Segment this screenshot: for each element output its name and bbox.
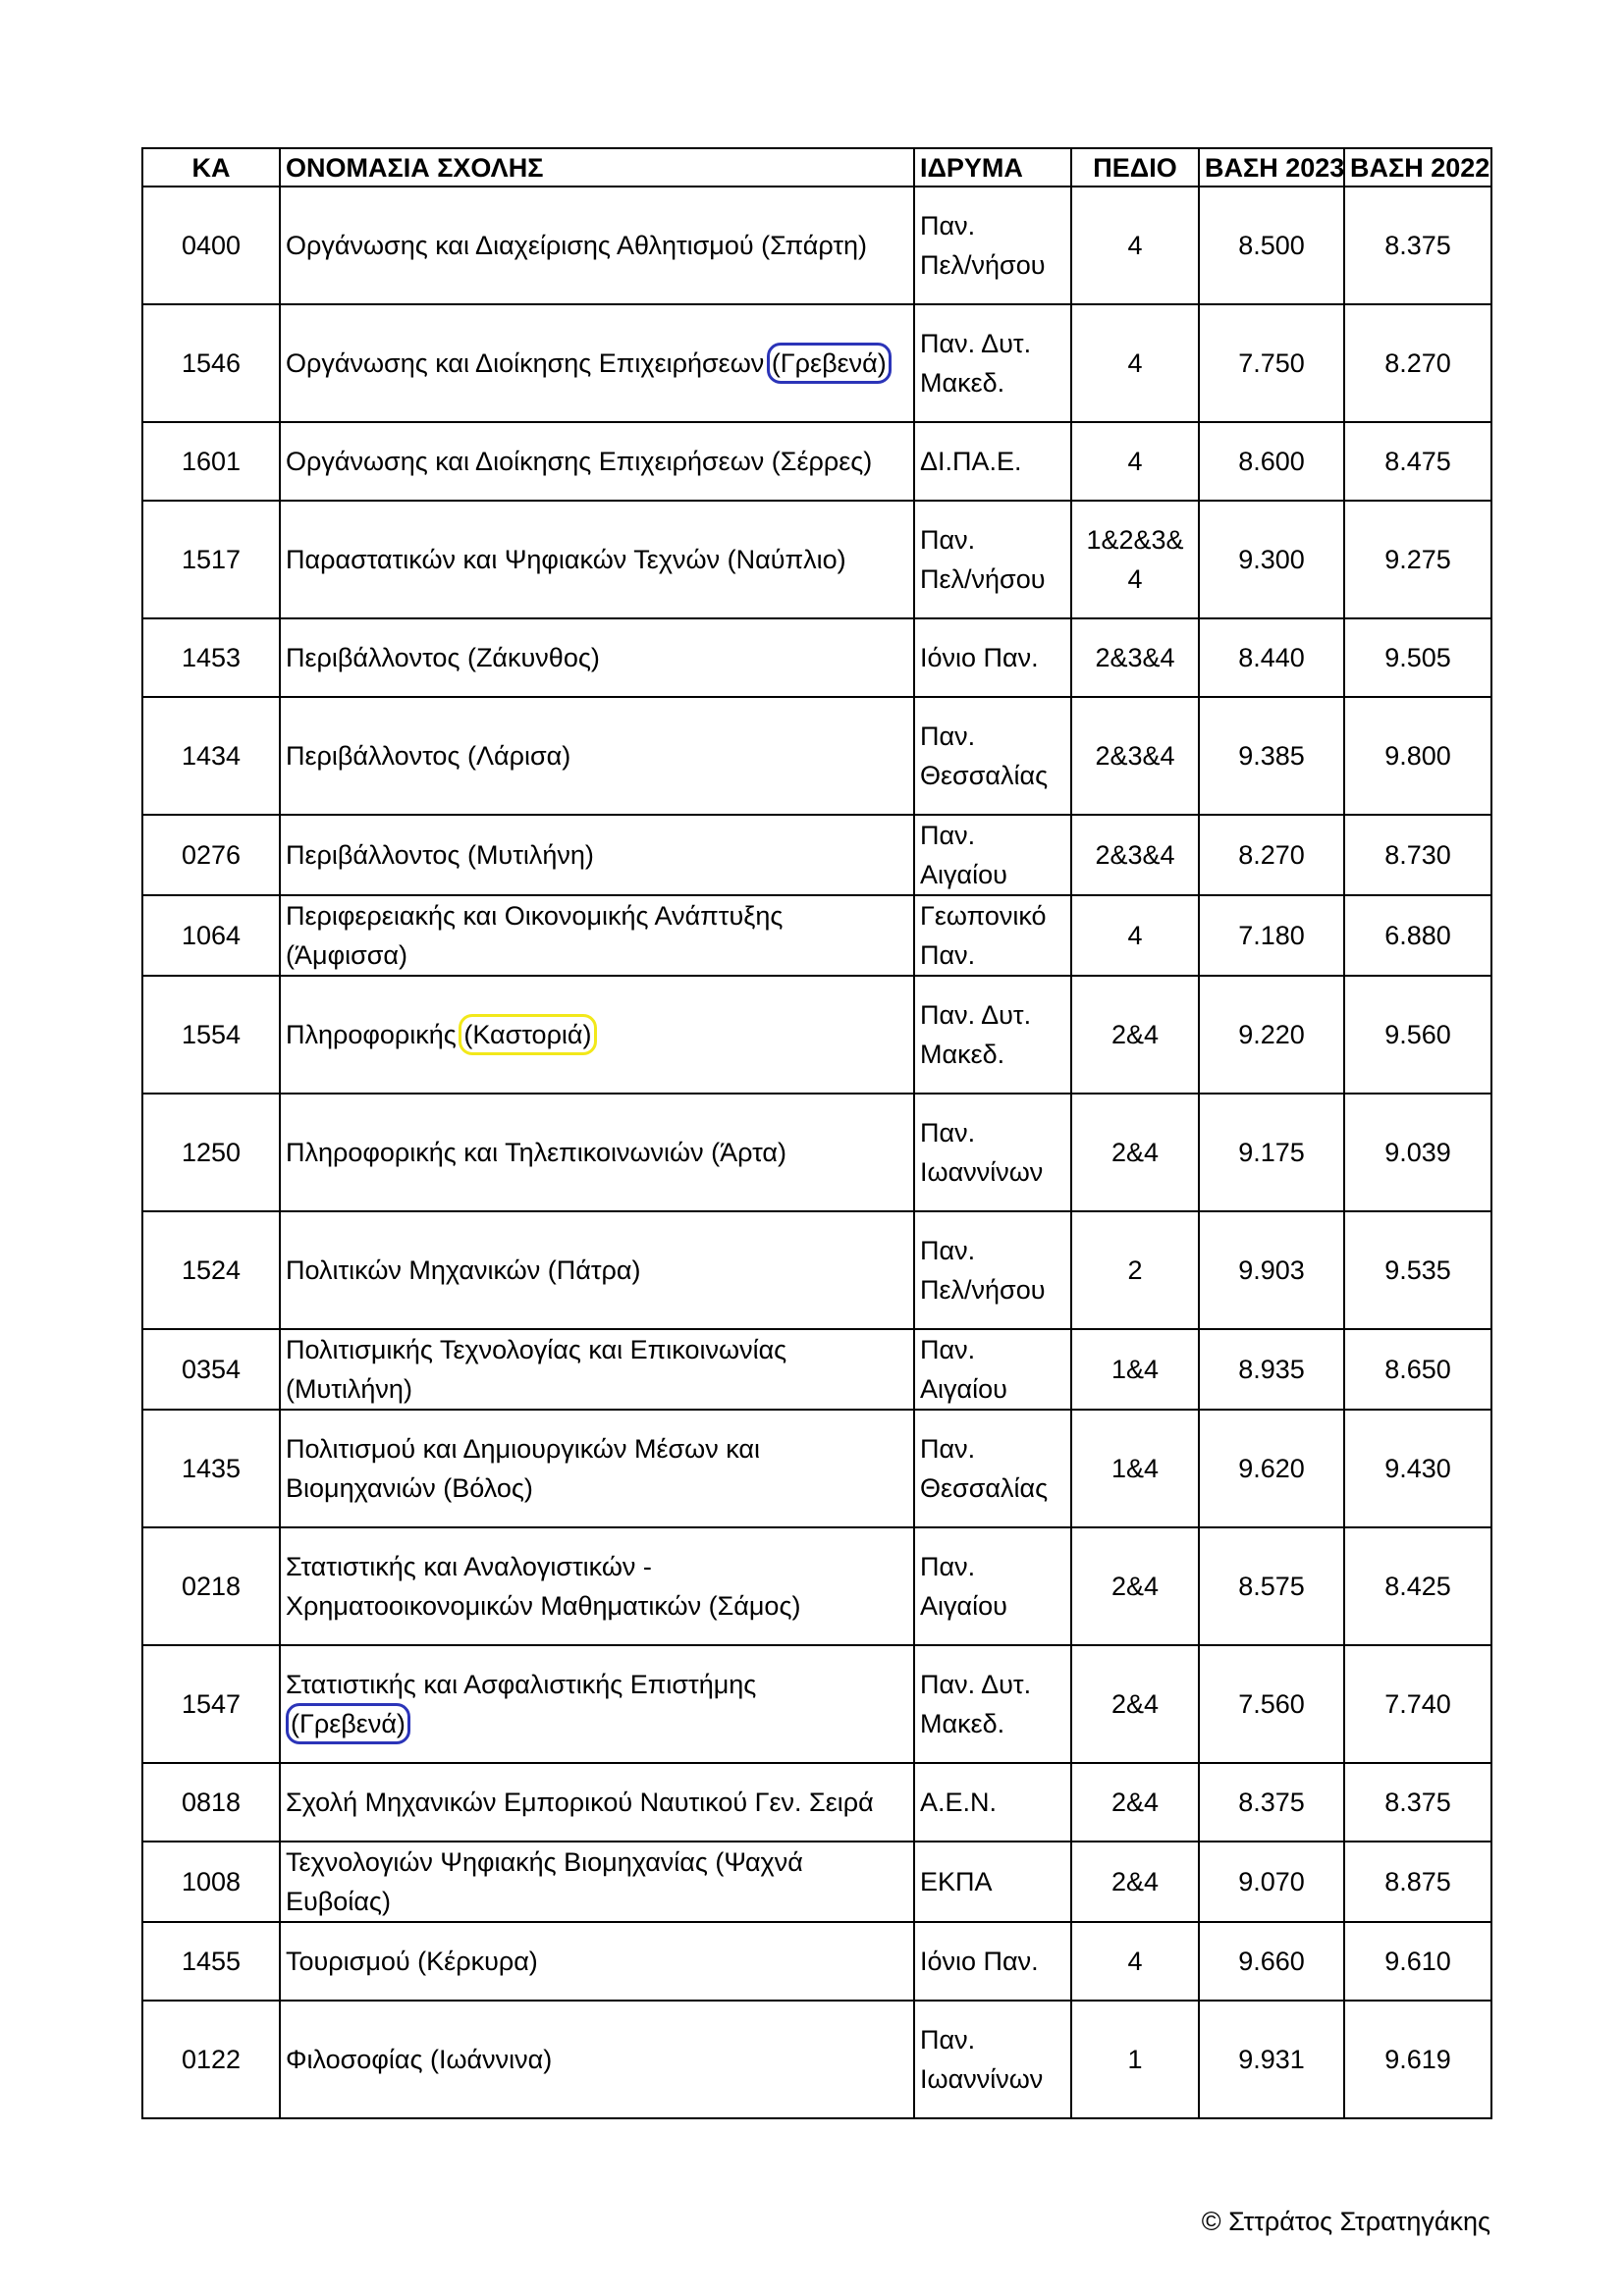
cell-base-2022: 9.430 <box>1344 1410 1491 1527</box>
cell-field: 2&4 <box>1071 1842 1199 1922</box>
school-name-line: Στατιστικής και Ασφαλιστικής Επιστήμης <box>286 1670 757 1699</box>
cell-school-name <box>280 1842 914 1922</box>
cell-field: 2&4 <box>1071 1645 1199 1763</box>
cell-code: 1008 <box>142 1842 280 1922</box>
cell-base-2022: 9.535 <box>1344 1211 1491 1329</box>
cell-field: 1&4 <box>1071 1410 1199 1527</box>
school-name-line: Στατιστικής και Αναλογιστικών - <box>286 1552 652 1581</box>
institution-line: Παν. <box>920 1118 976 1148</box>
cell-school-name: Τουρισμού (Κέρκυρα) <box>280 1922 914 2001</box>
cell-institution: Ιόνιο Παν. <box>914 1922 1071 2001</box>
institution-line: Παν. <box>920 211 976 240</box>
cell-base-2023: 9.385 <box>1199 697 1344 815</box>
table-row <box>142 895 1491 976</box>
cell-school-name: Πληροφορικής και Τηλεπικοινωνιών (Άρτα) <box>280 1094 914 1211</box>
institution-line: Παν. <box>920 1236 976 1265</box>
cell-code: 0354 <box>142 1329 280 1410</box>
cell-field <box>1071 501 1199 618</box>
cell-school-name: Φιλοσοφίας (Ιωάννινα) <box>280 2001 914 2118</box>
cell-institution: ΕΚΠΑ <box>914 1842 1071 1922</box>
cell-school-name: Παραστατικών και Ψηφιακών Τεχνών (Ναύπλιο) <box>280 501 914 618</box>
table-row <box>142 976 1491 1094</box>
cell-code: 0218 <box>142 1527 280 1645</box>
cell-base-2022: 8.875 <box>1344 1842 1491 1922</box>
cell-institution <box>914 304 1071 422</box>
cell-field: 2 <box>1071 1211 1199 1329</box>
table-header-row <box>142 148 1491 187</box>
cell-base-2023: 8.375 <box>1199 1763 1344 1842</box>
cell-base-2022: 8.475 <box>1344 422 1491 501</box>
cell-base-2022: 9.560 <box>1344 976 1491 1094</box>
cell-base-2022: 8.730 <box>1344 815 1491 895</box>
cell-base-2022: 8.375 <box>1344 187 1491 304</box>
copyright-notice: © Σττράτος Στρατηγάκης <box>1201 2207 1490 2236</box>
cell-base-2023: 8.270 <box>1199 815 1344 895</box>
cell-field: 1 <box>1071 2001 1199 2118</box>
school-name-line: Ευβοίας) <box>286 1887 391 1916</box>
cell-field: 4 <box>1071 1922 1199 2001</box>
cell-base-2023: 9.220 <box>1199 976 1344 1094</box>
cell-school-name: Περιβάλλοντος (Μυτιλήνη) <box>280 815 914 895</box>
cell-code: 1455 <box>142 1922 280 2001</box>
institution-line: Παν. <box>920 940 976 970</box>
institution-line: Παν. Δυτ. <box>920 329 1032 358</box>
header-base-2023: ΒΑΣΗ 2023 <box>1199 148 1344 187</box>
table-row <box>142 1527 1491 1645</box>
cell-field: 2&3&4 <box>1071 815 1199 895</box>
cell-base-2023: 8.500 <box>1199 187 1344 304</box>
cell-institution: Ιόνιο Παν. <box>914 618 1071 697</box>
cell-field: 4 <box>1071 187 1199 304</box>
cell-institution <box>914 976 1071 1094</box>
school-name-line: Βιομηχανιών (Βόλος) <box>286 1473 533 1503</box>
institution-line: Παν. <box>920 2025 976 2055</box>
table-row <box>142 1842 1491 1922</box>
cell-code: 1517 <box>142 501 280 618</box>
institution-line: Πελ/νήσου <box>920 250 1046 280</box>
cell-field: 1&4 <box>1071 1329 1199 1410</box>
cell-base-2022: 9.039 <box>1344 1094 1491 1211</box>
table-row <box>142 815 1491 895</box>
cell-school-name: Πολιτικών Μηχανικών (Πάτρα) <box>280 1211 914 1329</box>
cell-institution <box>914 2001 1071 2118</box>
institution-line: Πελ/νήσου <box>920 1275 1046 1305</box>
cell-base-2022: 9.275 <box>1344 501 1491 618</box>
school-name-line: Τεχνολογιών Ψηφιακής Βιομηχανίας (Ψαχνά <box>286 1847 803 1877</box>
institution-line: Ιωαννίνων <box>920 2064 1044 2094</box>
cell-school-name <box>280 1527 914 1645</box>
cell-institution <box>914 697 1071 815</box>
header-field: ΠΕΔΙΟ <box>1071 148 1199 187</box>
cell-base-2022: 9.619 <box>1344 2001 1491 2118</box>
school-name-line: (Μυτιλήνη) <box>286 1374 412 1404</box>
institution-line: Μακεδ. <box>920 1709 1005 1738</box>
cell-code: 1434 <box>142 697 280 815</box>
cell-base-2022: 9.800 <box>1344 697 1491 815</box>
institution-line: Αιγαίου <box>920 860 1007 889</box>
table-row <box>142 187 1491 304</box>
header-institution: ΙΔΡΥΜΑ <box>914 148 1071 187</box>
cell-base-2023: 8.575 <box>1199 1527 1344 1645</box>
cell-base-2022: 8.270 <box>1344 304 1491 422</box>
cell-institution <box>914 895 1071 976</box>
cell-base-2022: 8.375 <box>1344 1763 1491 1842</box>
header-code: ΚΑ <box>142 148 280 187</box>
cell-code: 1546 <box>142 304 280 422</box>
cell-institution <box>914 1329 1071 1410</box>
school-name-text: Πληροφορικής <box>286 1020 457 1049</box>
table-row <box>142 1094 1491 1211</box>
table-row <box>142 501 1491 618</box>
header-school-name: ΟΝΟΜΑΣΙΑ ΣΧΟΛΗΣ <box>280 148 914 187</box>
institution-line: Παν. <box>920 525 976 555</box>
cell-base-2022: 9.505 <box>1344 618 1491 697</box>
institution-line: Μακεδ. <box>920 368 1005 398</box>
cell-base-2023: 8.600 <box>1199 422 1344 501</box>
cell-base-2022: 8.650 <box>1344 1329 1491 1410</box>
cell-base-2022: 7.740 <box>1344 1645 1491 1763</box>
institution-line: Αιγαίου <box>920 1591 1007 1621</box>
field-line: 1&2&3& <box>1086 525 1184 555</box>
cell-school-name: Οργάνωσης και Διαχείρισης Αθλητισμού (Σπάρτη) <box>280 187 914 304</box>
cell-code: 1453 <box>142 618 280 697</box>
table-row <box>142 618 1491 697</box>
institution-line: Παν. <box>920 721 976 751</box>
cell-code: 1547 <box>142 1645 280 1763</box>
cell-base-2023: 7.180 <box>1199 895 1344 976</box>
school-name-line: Περιφερειακής και Οικονομικής Ανάπτυξης <box>286 901 784 931</box>
cell-field: 2&4 <box>1071 1763 1199 1842</box>
table-row <box>142 304 1491 422</box>
cell-base-2023: 7.750 <box>1199 304 1344 422</box>
institution-line: Θεσσαλίας <box>920 1473 1049 1503</box>
cell-field: 2&3&4 <box>1071 697 1199 815</box>
cell-base-2022: 9.610 <box>1344 1922 1491 2001</box>
cell-school-name <box>280 976 914 1094</box>
cell-base-2023: 9.931 <box>1199 2001 1344 2118</box>
cell-school-name <box>280 1329 914 1410</box>
cell-institution <box>914 501 1071 618</box>
header-base-2022: ΒΑΣΗ 2022 <box>1344 148 1491 187</box>
cell-institution <box>914 815 1071 895</box>
cell-school-name <box>280 895 914 976</box>
cell-institution <box>914 1211 1071 1329</box>
admission-grades-table <box>141 147 1492 2119</box>
cell-base-2023: 9.300 <box>1199 501 1344 618</box>
table-row <box>142 1329 1491 1410</box>
cell-field: 2&3&4 <box>1071 618 1199 697</box>
cell-field: 4 <box>1071 422 1199 501</box>
cell-base-2022: 8.425 <box>1344 1527 1491 1645</box>
cell-code: 0122 <box>142 2001 280 2118</box>
cell-base-2023: 8.935 <box>1199 1329 1344 1410</box>
cell-code: 0818 <box>142 1763 280 1842</box>
school-name-line: Πολιτισμού και Δημιουργικών Μέσων και <box>286 1434 761 1464</box>
school-name-line: Πολιτισμικής Τεχνολογίας και Επικοινωνίας <box>286 1335 787 1364</box>
table-row <box>142 422 1491 501</box>
cell-institution <box>914 1527 1071 1645</box>
cell-field: 2&4 <box>1071 1527 1199 1645</box>
table-row <box>142 697 1491 815</box>
table-row <box>142 1410 1491 1527</box>
cell-code: 0276 <box>142 815 280 895</box>
cell-base-2023: 9.620 <box>1199 1410 1344 1527</box>
highlighted-location: (Καστοριά) <box>459 1014 596 1055</box>
cell-base-2023: 7.560 <box>1199 1645 1344 1763</box>
table-row <box>142 1922 1491 2001</box>
cell-field: 2&4 <box>1071 1094 1199 1211</box>
institution-line: Αιγαίου <box>920 1374 1007 1404</box>
cell-field: 4 <box>1071 304 1199 422</box>
institution-line: Παν. <box>920 1552 976 1581</box>
cell-code: 1524 <box>142 1211 280 1329</box>
cell-institution: ΔΙ.ΠΑ.Ε. <box>914 422 1071 501</box>
cell-institution: Α.Ε.Ν. <box>914 1763 1071 1842</box>
cell-base-2023: 9.660 <box>1199 1922 1344 2001</box>
highlighted-location: (Γρεβενά) <box>767 343 892 384</box>
cell-field: 2&4 <box>1071 976 1199 1094</box>
cell-institution <box>914 187 1071 304</box>
cell-base-2023: 9.070 <box>1199 1842 1344 1922</box>
highlighted-location: (Γρεβενά) <box>286 1703 410 1744</box>
institution-line: Παν. Δυτ. <box>920 1000 1032 1030</box>
table-row <box>142 1645 1491 1763</box>
table-row <box>142 2001 1491 2118</box>
field-line: 4 <box>1127 564 1143 594</box>
cell-institution <box>914 1645 1071 1763</box>
cell-institution <box>914 1410 1071 1527</box>
cell-school-name <box>280 1645 914 1763</box>
cell-institution <box>914 1094 1071 1211</box>
institution-line: Παν. <box>920 1335 976 1364</box>
school-name-line: (Άμφισσα) <box>286 940 408 970</box>
table-row <box>142 1211 1491 1329</box>
cell-base-2023: 9.175 <box>1199 1094 1344 1211</box>
cell-code: 1601 <box>142 422 280 501</box>
institution-line: Γεωπονικό <box>920 901 1047 931</box>
cell-field: 4 <box>1071 895 1199 976</box>
cell-school-name: Οργάνωσης και Διοίκησης Επιχειρήσεων (Σέρρες) <box>280 422 914 501</box>
institution-line: Πελ/νήσου <box>920 564 1046 594</box>
cell-base-2023: 9.903 <box>1199 1211 1344 1329</box>
school-name-line: Χρηματοοικονομικών Μαθηματικών (Σάμος) <box>286 1591 801 1621</box>
institution-line: Θεσσαλίας <box>920 761 1049 790</box>
cell-school-name <box>280 1410 914 1527</box>
table-row <box>142 1763 1491 1842</box>
cell-school-name <box>280 304 914 422</box>
cell-base-2022: 6.880 <box>1344 895 1491 976</box>
cell-code: 0400 <box>142 187 280 304</box>
cell-code: 1064 <box>142 895 280 976</box>
institution-line: Παν. <box>920 821 976 850</box>
cell-school-name: Περιβάλλοντος (Λάρισα) <box>280 697 914 815</box>
cell-code: 1435 <box>142 1410 280 1527</box>
cell-code: 1250 <box>142 1094 280 1211</box>
cell-school-name: Σχολή Μηχανικών Εμπορικού Ναυτικού Γεν. Σειρά <box>280 1763 914 1842</box>
institution-line: Παν. <box>920 1434 976 1464</box>
institution-line: Μακεδ. <box>920 1040 1005 1069</box>
school-name-text: Οργάνωσης και Διοίκησης Επιχειρήσεων <box>286 348 765 378</box>
cell-school-name: Περιβάλλοντος (Ζάκυνθος) <box>280 618 914 697</box>
institution-line: Ιωαννίνων <box>920 1157 1044 1187</box>
cell-base-2023: 8.440 <box>1199 618 1344 697</box>
institution-line: Παν. Δυτ. <box>920 1670 1032 1699</box>
cell-code: 1554 <box>142 976 280 1094</box>
